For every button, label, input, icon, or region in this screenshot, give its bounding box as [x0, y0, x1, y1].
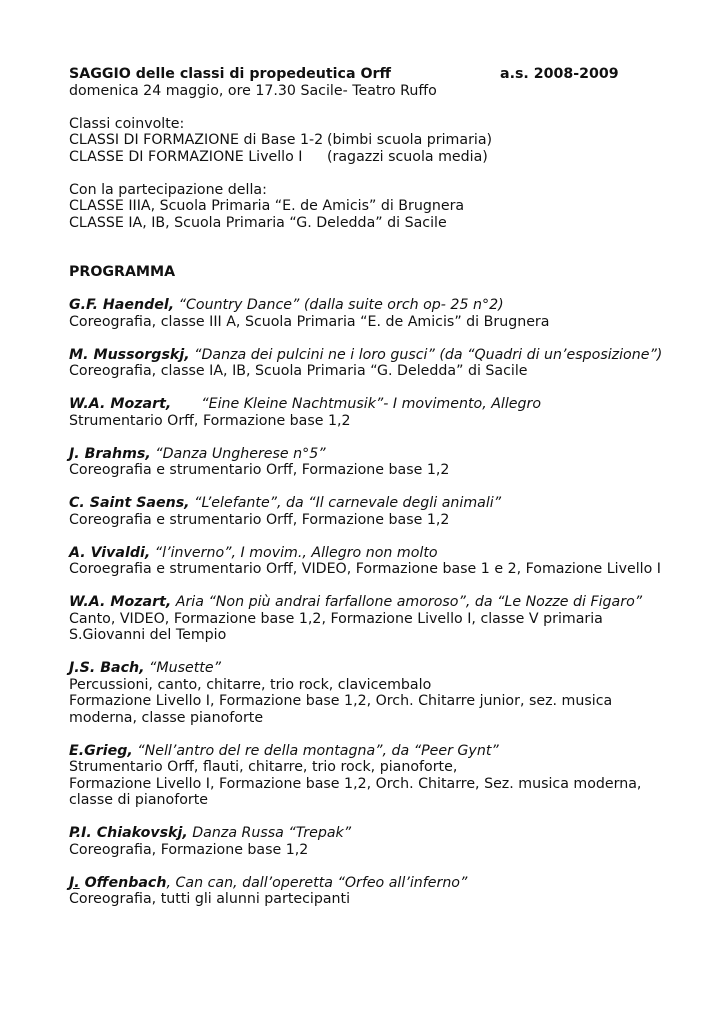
work-title: Aria “Non più andrai farfallone amoroso”, da “Le Nozze di Figaro” [171, 594, 643, 610]
composer: J.S. Bach, [69, 660, 145, 676]
program-details: Strumentario Orff, flauti, chitarre, trio rock, pianoforte, [69, 759, 458, 775]
classes-heading: Classi coinvolte: [69, 115, 185, 132]
program-item [69, 495, 709, 528]
class-name: CLASSI DI FORMAZIONE di Base 1-2 [69, 132, 324, 148]
work-title: “Country Dance” (dalla suite orch op- 25 n°2) [174, 297, 504, 313]
program-item [69, 825, 709, 858]
class-row [69, 149, 709, 166]
composer: P.I. Chiakovskj, [69, 825, 188, 841]
work-title: , Can can, dall’operetta “Orfeo all’inferno” [166, 874, 468, 891]
composer: A. Vivaldi, [69, 544, 151, 561]
class-name: CLASSE DI FORMAZIONE Livello I [69, 148, 303, 165]
class-note: (bimbi scuola primaria) [327, 132, 493, 148]
program-item [69, 347, 709, 380]
header-row [69, 66, 709, 83]
class-row [69, 132, 709, 149]
composer: J. Brahms, [69, 445, 151, 462]
program-details: Coreografia e strumentario Orff, Formazione base 1,2 [69, 462, 450, 478]
program-details: Formazione Livello I, Formazione base 1,2, Orch. Chitarre, Sez. musica moderna, [69, 775, 642, 792]
composer: W.A. Mozart, [69, 594, 172, 610]
program-details: Strumentario Orff, Formazione base 1,2 [69, 412, 351, 429]
composer-initial: J. [69, 874, 80, 891]
work-title: “Danza dei pulcini ne i loro gusci” (da “Quadri di un’esposizione”) [189, 346, 663, 363]
program-item [69, 660, 709, 726]
program-details: Coreografia, classe III A, Scuola Primaria “E. de Amicis” di Brugnera [69, 313, 550, 330]
composer: M. Mussorgskj, [69, 346, 190, 363]
program-list [69, 297, 709, 858]
program-details: Coreografia, classe IA, IB, Scuola Primaria “G. Deledda” di Sacile [69, 363, 528, 379]
program-details: Canto, VIDEO, Formazione base 1,2, Formazione Livello I, classe V primaria [69, 610, 603, 627]
program-details: Coroegrafia e strumentario Orff, VIDEO, Formazione base 1 e 2, Fomazione Livello I [69, 561, 661, 577]
program-item [69, 297, 709, 330]
school-year: a.s. 2008-2009 [500, 66, 619, 82]
program-details: Coreografia, Formazione base 1,2 [69, 841, 309, 858]
document-content [69, 66, 709, 924]
event-date-place: domenica 24 maggio, ore 17.30 Sacile- Teatro Ruffo [69, 82, 437, 99]
class-note: (ragazzi scuola media) [327, 148, 488, 165]
program-item [69, 446, 709, 479]
composer [69, 875, 166, 891]
program-details: classe di pianoforte [69, 792, 209, 808]
program-item [69, 743, 709, 809]
program-details: S.Giovanni del Tempio [69, 627, 227, 643]
program-item [69, 594, 709, 644]
program-item [69, 875, 709, 908]
program-details: Percussioni, canto, chitarre, trio rock, clavicembalo [69, 676, 432, 693]
program-details: Coreografia e strumentario Orff, Formazione base 1,2 [69, 511, 450, 528]
program-item [69, 545, 709, 578]
composer: E.Grieg, [69, 742, 133, 759]
work-title: “Danza Ungherese n°5” [150, 445, 326, 462]
composer: W.A. Mozart, [69, 396, 172, 412]
program-item [69, 396, 709, 429]
program-details: Formazione Livello I, Formazione base 1,2, Orch. Chitarre junior, sez. musica [69, 693, 613, 709]
composer-surname: Offenbach [79, 874, 167, 891]
composer: C. Saint Saens, [69, 495, 190, 511]
work-title: Danza Russa “Trepak” [187, 825, 352, 841]
work-title: “l’inverno”, I movim., Allegro non molto [150, 544, 438, 561]
composer: G.F. Haendel, [69, 297, 175, 313]
program-heading: PROGRAMMA [69, 264, 176, 280]
document-title: SAGGIO delle classi di propedeutica Orff [69, 66, 392, 82]
work-title: “L’elefante”, da “Il carnevale degli animali” [189, 495, 502, 511]
program-details: moderna, classe pianoforte [69, 709, 264, 726]
participation-line: CLASSE IIIA, Scuola Primaria “E. de Amicis” di Brugnera [69, 198, 465, 214]
work-title: “Eine Kleine Nachtmusik”- I movimento, Allegro [201, 396, 542, 412]
work-title: “Musette” [144, 660, 221, 676]
work-title: “Nell’antro del re della montagna”, da “Peer Gynt” [132, 742, 499, 759]
program-details: Coreografia, tutti gli alunni partecipanti [69, 891, 351, 907]
participation-heading: Con la partecipazione della: [69, 181, 267, 198]
participation-line: CLASSE IA, IB, Scuola Primaria “G. Deledda” di Sacile [69, 214, 447, 231]
